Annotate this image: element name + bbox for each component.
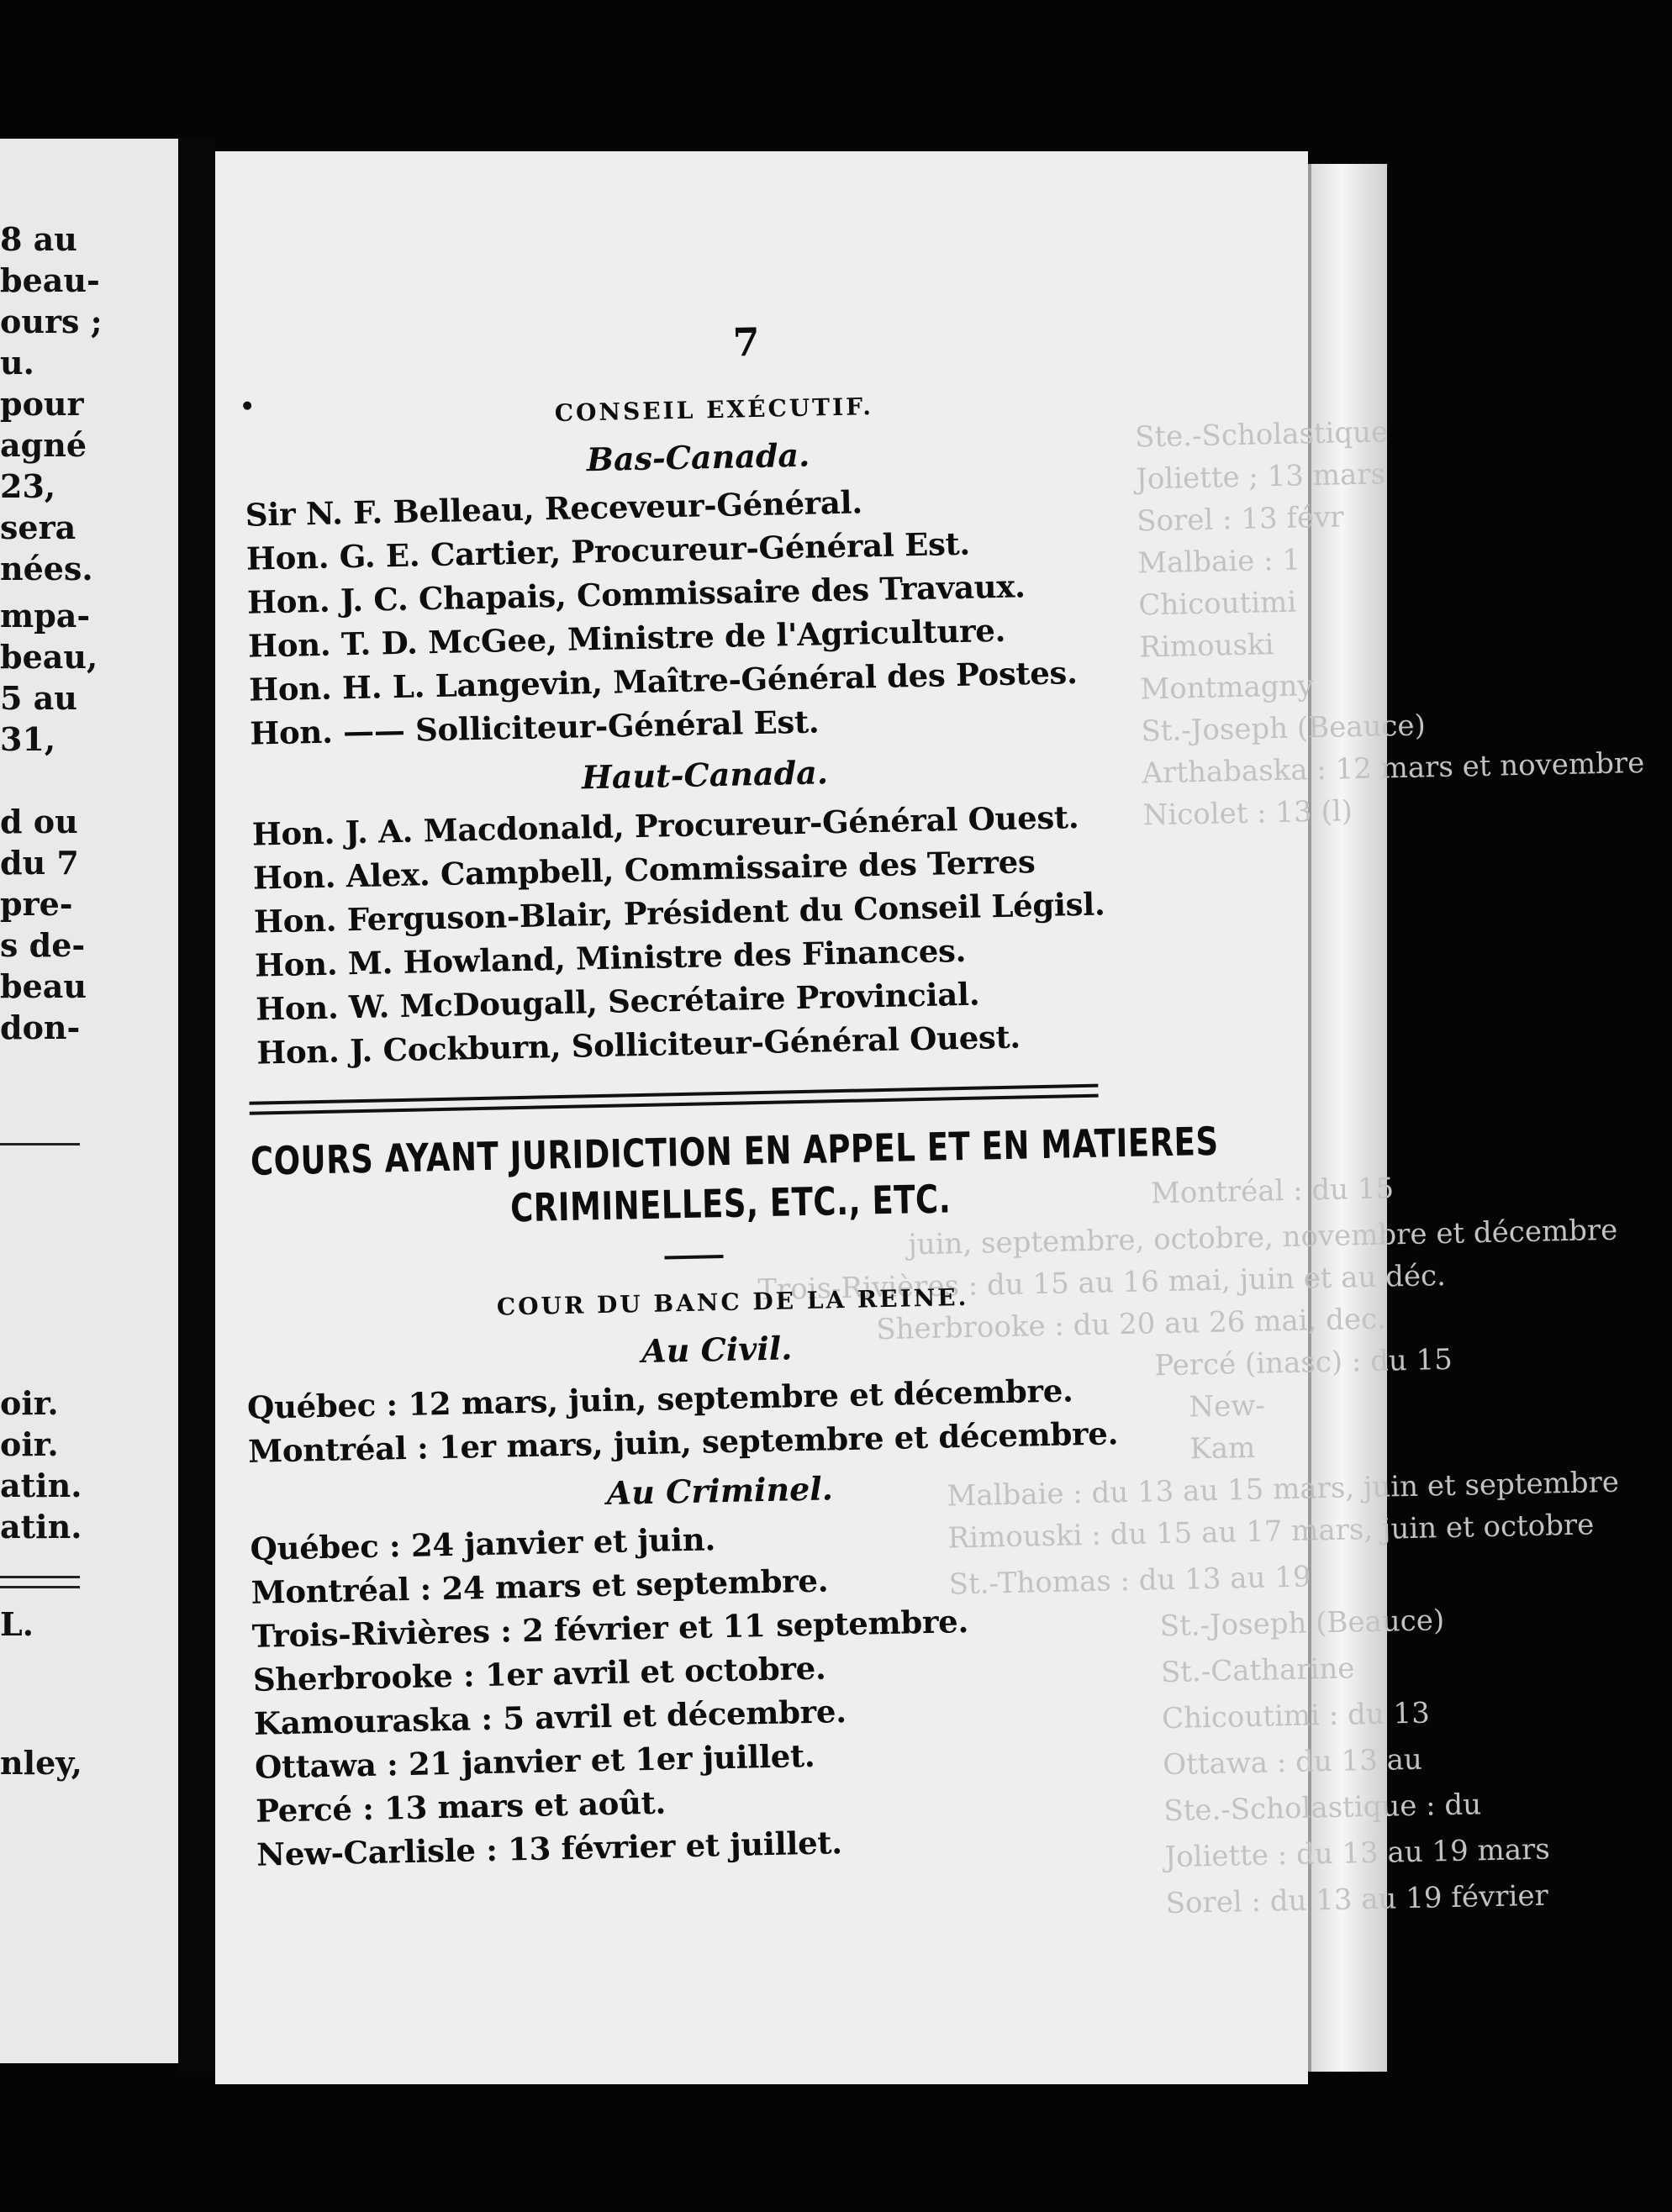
member-line: Hon. Alex. Campbell, Commissaire des Terres: [252, 843, 1036, 897]
left-fragment: 8 au: [0, 220, 77, 258]
session-line: Trois-Rivières : 2 février et 11 septembre.: [251, 1602, 969, 1655]
session-line: Montréal : 24 mars et septembre.: [251, 1562, 829, 1611]
short-divider: [664, 1255, 723, 1259]
member-line: Hon. J. A. Macdonald, Procureur-Général Ouest.: [251, 798, 1079, 853]
left-fragment: oir.: [0, 1384, 59, 1422]
session-line: Kamouraska : 5 avril et décembre.: [253, 1693, 847, 1742]
member-line: Hon. G. E. Cartier, Procureur-Général Est.: [245, 524, 971, 577]
left-fragment: don-: [0, 1009, 81, 1046]
left-fragment: nley,: [0, 1744, 82, 1782]
bleed-through-text: juin, septembre, octobre, novembre et décembre: [907, 1213, 1618, 1262]
criminel-heading: Au Criminel.: [606, 1469, 834, 1512]
bleed-through-text: Chicoutimi: [1137, 585, 1297, 623]
bleed-through-text: Joliette ; 13 mars: [1135, 457, 1386, 497]
page-number: 7: [732, 319, 761, 366]
bleed-through-text: Malbaie : 1: [1137, 543, 1301, 581]
book-page: [215, 151, 1645, 2084]
member-line: Hon. J. Cockburn, Solliciteur-Général Ouest.: [256, 1018, 1021, 1072]
left-divider: [0, 1143, 80, 1146]
left-fragment: pre-: [0, 885, 73, 923]
bleed-through-text: St.-Joseph (Beauce): [1159, 1604, 1445, 1644]
left-fragment: ours ;: [0, 303, 103, 340]
left-fragment: s de-: [0, 926, 86, 964]
bleed-through-text: Ste.-Scholastique : du: [1163, 1788, 1482, 1829]
member-line: Hon. Ferguson-Blair, Président du Conseil Législ.: [253, 885, 1105, 940]
session-line: Percé : 13 mars et août.: [255, 1783, 667, 1830]
bleed-through-text: St.-Thomas : du 13 au 19: [948, 1560, 1311, 1602]
session-line: Québec : 24 janvier et juin.: [250, 1520, 716, 1567]
bleed-through-text: Kam: [1189, 1430, 1256, 1467]
bleed-through-text: St.-Joseph (Beauce): [1141, 708, 1427, 749]
left-fragment: d ou: [0, 803, 78, 840]
left-divider: [0, 1586, 80, 1588]
left-fragment: beau,: [0, 638, 98, 676]
left-fragment: atin.: [0, 1508, 82, 1546]
civil-heading: Au Civil.: [641, 1329, 793, 1371]
region-heading: Haut-Canada.: [581, 753, 829, 797]
left-fragment: sera: [0, 508, 76, 546]
left-page-fragment: [0, 139, 178, 2063]
left-fragment: mpa-: [0, 597, 91, 635]
section-divider: [250, 1084, 1099, 1105]
session-line: Montréal : 1er mars, juin, septembre et décembre.: [247, 1414, 1119, 1470]
left-fragment: 31,: [0, 720, 56, 758]
bleed-through-text: Malbaie : du 13 au 15 mars, juin et septembre: [947, 1465, 1620, 1514]
bleed-through-text: Joliette : du 13 au 19 mars: [1164, 1832, 1551, 1875]
bleed-through-text: Sorel : 13 févr: [1136, 500, 1344, 539]
bleed-through-text: St.-Catharine: [1160, 1651, 1355, 1690]
left-fragment: agné: [0, 426, 87, 464]
member-line: Hon. T. D. McGee, Ministre de l'Agriculture.: [247, 611, 1006, 665]
page-content: [196, 140, 1645, 2096]
bleed-through-text: Rimouski : du 15 au 17 mars, juin et octobre: [947, 1508, 1595, 1556]
bleed-through-text: Trois-Rivières : du 15 au 16 mai, juin et au déc.: [757, 1259, 1447, 1308]
bleed-through-text: Nicolet : 13 (l): [1142, 794, 1353, 833]
member-line: Hon. —— Solliciteur-Général Est.: [249, 703, 820, 752]
bleed-through-text: Montréal : du 15: [1150, 1172, 1395, 1211]
left-fragment: atin.: [0, 1467, 82, 1504]
member-line: Hon. M. Howland, Ministre des Finances.: [254, 931, 967, 984]
member-line: Sir N. F. Belleau, Receveur-Général.: [245, 483, 863, 534]
left-fragment: 23,: [0, 467, 56, 505]
cours-title-line2: CRIMINELLES, ETC., ETC.: [509, 1176, 952, 1231]
left-fragment: L.: [0, 1605, 34, 1643]
left-fragment: du 7: [0, 844, 79, 882]
bleed-through-text: Rimouski: [1139, 628, 1274, 665]
left-divider: [0, 1576, 80, 1578]
left-fragment: oir.: [0, 1425, 59, 1463]
banc-title: COUR DU BANC DE LA REINE.: [496, 1282, 969, 1321]
cours-title-line1: COURS AYANT JURIDICTION EN APPEL ET EN MATIERES: [250, 1119, 1220, 1185]
bleed-through-text: Percé (inasc) : du 15: [1153, 1342, 1453, 1383]
left-fragment: nées.: [0, 550, 93, 587]
region-heading: Bas-Canada.: [586, 435, 810, 479]
bleed-through-text: Sherbrooke : du 20 au 26 mai, dec.: [875, 1302, 1387, 1347]
session-line: Ottawa : 21 janvier et 1er juillet.: [254, 1736, 815, 1786]
bleed-through-text: New-: [1188, 1388, 1266, 1425]
bleed-through-text: Montmagny: [1140, 669, 1315, 707]
bleed-through-text: Arthabaska : 12 mars et novembre: [1142, 745, 1645, 791]
member-line: Hon. H. L. Langevin, Maître-Général des Postes.: [248, 654, 1078, 708]
bleed-through-text: Ste.-Scholastique: [1134, 415, 1389, 455]
member-line: Hon. J. C. Chapais, Commissaire des Travaux.: [246, 567, 1026, 621]
left-fragment: u.: [0, 344, 34, 382]
left-fragment: pour: [0, 385, 84, 423]
left-fragment: beau: [0, 967, 87, 1005]
member-line: Hon. W. McDougall, Secrétaire Provincial.: [255, 975, 980, 1028]
left-fragment: 5 au: [0, 679, 77, 717]
bleed-through-text: Chicoutimi : du 13: [1161, 1696, 1431, 1736]
session-line: Québec : 12 mars, juin, septembre et décembre.: [246, 1372, 1073, 1426]
conseil-title: CONSEIL EXÉCUTIF.: [554, 392, 874, 427]
left-fragment: beau-: [0, 261, 100, 299]
session-line: New-Carlisle : 13 février et juillet.: [256, 1824, 843, 1873]
bleed-through-text: Ottawa : du 13 au: [1162, 1742, 1423, 1783]
section-divider: [250, 1094, 1099, 1115]
bleed-through-text: Sorel : du 13 au 19 février: [1165, 1878, 1549, 1921]
session-line: Sherbrooke : 1er avril et octobre.: [252, 1649, 826, 1698]
